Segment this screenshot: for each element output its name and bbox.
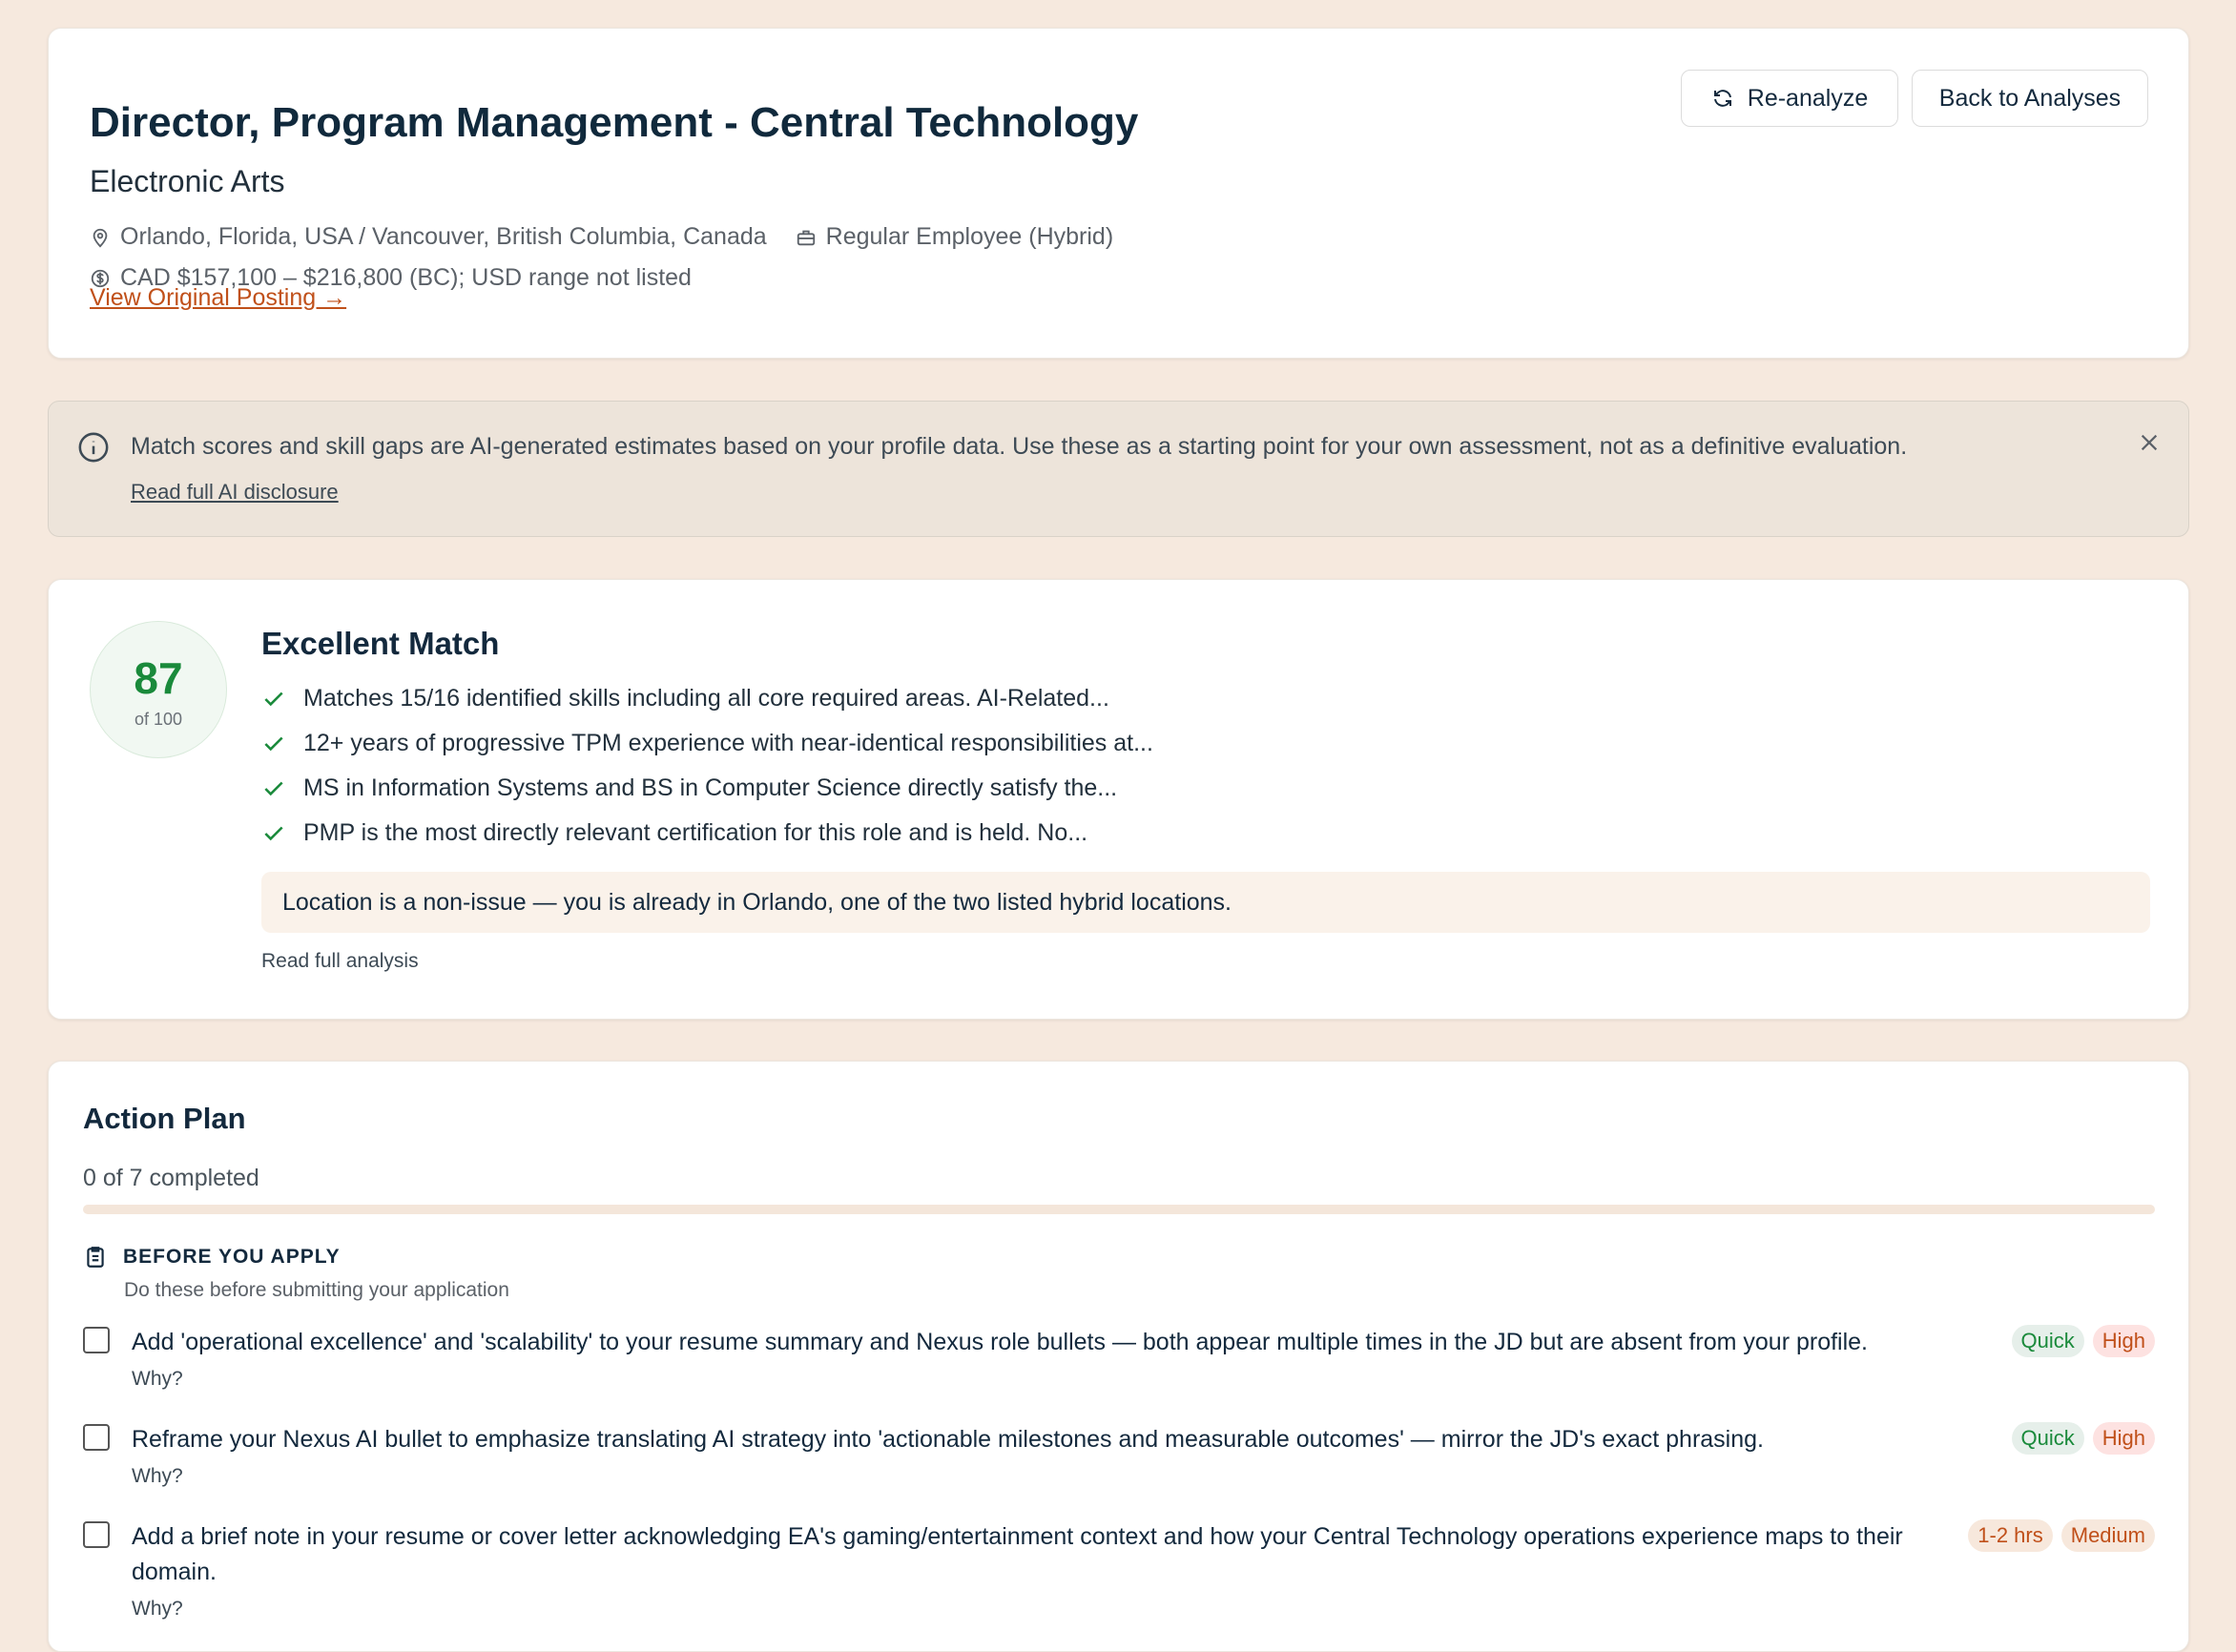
ai-disclaimer-banner <box>48 401 2189 537</box>
action-checkbox[interactable] <box>83 1521 110 1548</box>
job-location: Orlando, Florida, USA / Vancouver, British Columbia, Canada <box>120 223 767 250</box>
score-max: of 100 <box>134 710 183 729</box>
action-plan-title: Action Plan <box>83 1102 246 1135</box>
match-point-text: 12+ years of progressive TPM experience with near-identical responsibilities at... <box>303 730 1153 756</box>
refresh-icon <box>1711 87 1734 110</box>
match-heading: Excellent Match <box>261 626 500 661</box>
why-link[interactable]: Why? <box>132 1368 183 1390</box>
back-to-analyses-button[interactable]: Back to Analyses <box>1912 70 2148 127</box>
salary: CAD $157,100 – $216,800 (BC); USD range not listed <box>120 264 692 291</box>
re-analyze-button[interactable] <box>1681 70 1898 127</box>
job-header-card <box>48 28 2189 359</box>
match-score-card <box>48 579 2189 1020</box>
action-checkbox[interactable] <box>83 1424 110 1451</box>
disclaimer-text: Match scores and skill gaps are AI-generated estimates based on your profile data. Use these as a starting point for your own assessment, not as a definitive evaluation. <box>131 433 1908 460</box>
location-pin-icon <box>90 227 111 248</box>
action-checkbox[interactable] <box>83 1327 110 1353</box>
impact-badge: Medium <box>2061 1519 2155 1552</box>
location-note: Location is a non-issue — you is already in Orlando, one of the two listed hybrid locations. <box>261 872 2150 933</box>
section-header <box>83 1245 341 1270</box>
close-icon[interactable] <box>2139 432 2160 453</box>
match-point-text: PMP is the most directly relevant certification for this role and is held. No... <box>303 819 1088 846</box>
section-subtitle: Do these before submitting your application <box>124 1279 509 1301</box>
match-point <box>261 685 1109 712</box>
progress-bar <box>83 1205 2155 1214</box>
why-link[interactable]: Why? <box>132 1598 183 1620</box>
re-analyze-label: Re-analyze <box>1747 84 1869 112</box>
section-title: BEFORE YOU APPLY <box>123 1246 341 1268</box>
action-text: Add 'operational excellence' and 'scalability' to your resume summary and Nexus role bullets — both appear multiple times in the JD but are absent from your profile. <box>132 1329 1868 1355</box>
effort-badge: Quick <box>2012 1422 2084 1455</box>
action-text: Reframe your Nexus AI bullet to emphasize translating AI strategy into 'actionable milestones and measurable outcomes' — mirror the JD's exact phrasing. <box>132 1426 1764 1453</box>
check-icon <box>261 821 286 846</box>
job-meta-row <box>90 223 1113 251</box>
action-text: Add a brief note in your resume or cover letter acknowledging EA's gaming/entertainment context and how your Central Technology operations experience maps to their domain. <box>132 1523 1903 1585</box>
company-name: Electronic Arts <box>90 164 285 198</box>
match-point-text: Matches 15/16 identified skills including all core required areas. AI-Related... <box>303 685 1109 712</box>
effort-badge: Quick <box>2012 1325 2084 1357</box>
view-original-posting-link[interactable]: View Original Posting → <box>90 284 347 311</box>
job-title: Director, Program Management - Central Technology <box>90 99 1139 146</box>
match-point <box>261 819 1087 847</box>
impact-badge: High <box>2093 1422 2155 1455</box>
match-point <box>261 730 1153 757</box>
check-icon <box>261 732 286 756</box>
effort-badge: 1-2 hrs <box>1968 1519 2052 1552</box>
check-icon <box>261 776 286 801</box>
match-point-text: MS in Information Systems and BS in Computer Science directly satisfy the... <box>303 774 1118 801</box>
employment-type: Regular Employee (Hybrid) <box>825 223 1114 250</box>
ai-disclosure-link[interactable]: Read full AI disclosure <box>131 480 339 504</box>
why-link[interactable]: Why? <box>132 1465 183 1487</box>
read-full-analysis-link[interactable]: Read full analysis <box>261 950 419 972</box>
clipboard-icon <box>83 1245 108 1270</box>
action-plan-card <box>48 1061 2189 1652</box>
completion-count: 0 of 7 completed <box>83 1165 259 1191</box>
score-circle <box>90 621 227 758</box>
briefcase-icon <box>796 227 817 248</box>
match-point <box>261 774 1117 802</box>
impact-badge: High <box>2093 1325 2155 1357</box>
score-value: 87 <box>134 653 183 703</box>
check-icon <box>261 687 286 712</box>
info-icon <box>77 431 110 464</box>
